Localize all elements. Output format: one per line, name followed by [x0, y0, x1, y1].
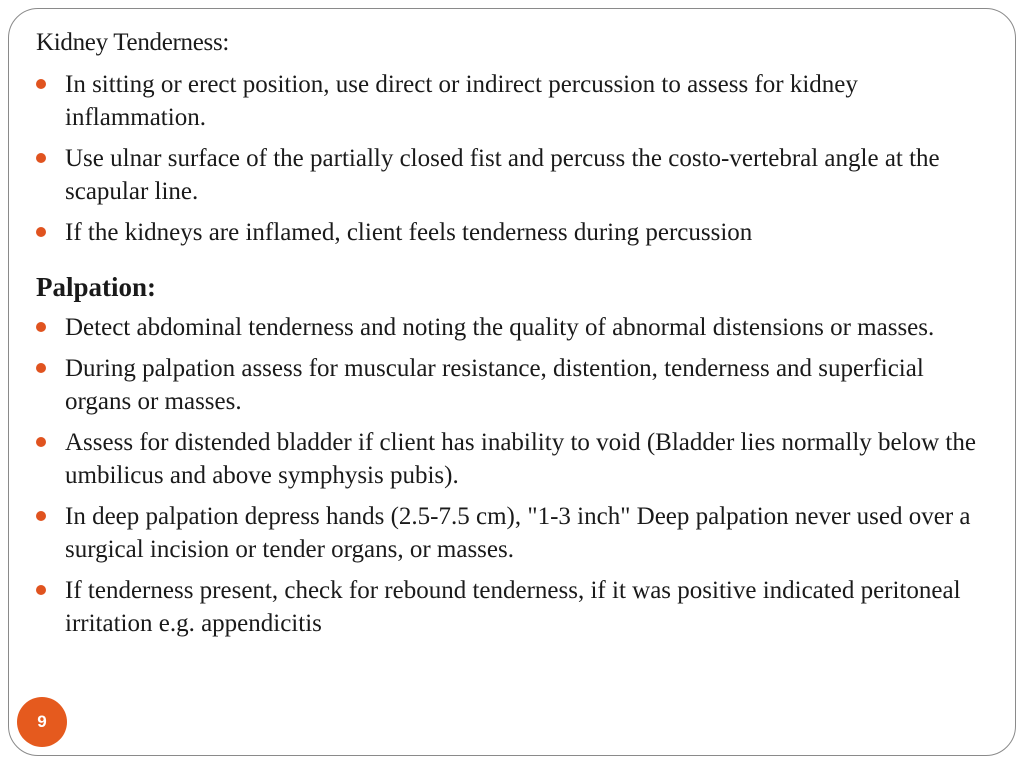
list-item	[36, 500, 996, 566]
list-item	[36, 426, 996, 492]
list-item-text: Use ulnar surface of the partially closed fist and percuss the costo-vertebral angle at the scapular line.	[65, 145, 940, 205]
bullet-icon	[36, 153, 46, 163]
list-item-text: Detect abdominal tenderness and noting the quality of abnormal distensions or masses.	[65, 314, 935, 341]
kidney-tenderness-heading: Kidney Tenderness:	[36, 29, 230, 56]
list-item-text: Assess for distended bladder if client has inability to void (Bladder lies normally below the umbilicus and above symphysis pubis).	[65, 429, 976, 489]
list-item-text: If tenderness present, check for rebound tenderness, if it was positive indicated peritoneal irritation e.g. appendicitis	[65, 577, 961, 637]
bullet-icon	[36, 79, 46, 89]
bullet-icon	[36, 227, 46, 237]
list-item-text: During palpation assess for muscular resistance, distention, tenderness and superficial organs or masses.	[65, 355, 924, 415]
list-item	[36, 311, 996, 344]
kidney-tenderness-list	[36, 68, 996, 249]
list-item	[36, 352, 996, 418]
list-item	[36, 142, 996, 208]
list-item	[36, 68, 996, 134]
list-item	[36, 574, 996, 640]
palpation-list	[36, 311, 996, 640]
list-item-text: In deep palpation depress hands (2.5-7.5 cm), "1-3 inch" Deep palpation never used over a surgical incision or tender organs, or masses.	[65, 503, 971, 563]
slide-content	[36, 26, 996, 648]
list-item	[36, 216, 996, 249]
list-item-text: If the kidneys are inflamed, client feels tenderness during percussion	[65, 219, 753, 246]
page-number-badge: 9	[17, 697, 67, 747]
bullet-icon	[36, 322, 46, 332]
palpation-heading: Palpation:	[36, 272, 157, 302]
bullet-icon	[36, 585, 46, 595]
list-item-text: In sitting or erect position, use direct or indirect percussion to assess for kidney inflammation.	[65, 71, 858, 131]
bullet-icon	[36, 437, 46, 447]
bullet-icon	[36, 363, 46, 373]
bullet-icon	[36, 511, 46, 521]
